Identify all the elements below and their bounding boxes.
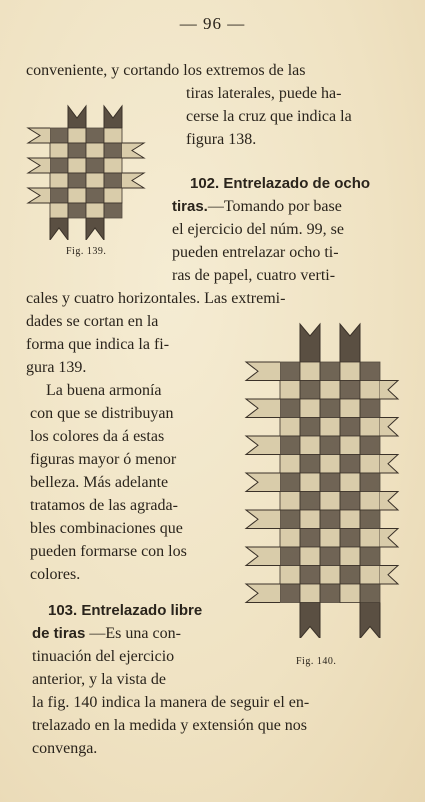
weave-cell	[68, 158, 86, 173]
weave-cell	[280, 381, 300, 400]
weave-cell	[86, 128, 104, 143]
weave-cell	[300, 436, 320, 455]
weave-cell	[360, 399, 380, 418]
weave-cell	[360, 492, 380, 511]
text-line: anterior, y la vista de	[32, 671, 166, 688]
weave-cell	[86, 173, 104, 188]
weave-cell	[320, 566, 340, 585]
weave-cell	[280, 566, 300, 585]
weave-cell	[50, 158, 68, 173]
strip-end	[300, 324, 320, 362]
section-102-heading	[190, 173, 370, 196]
strip-end	[28, 158, 50, 173]
weave-cell	[68, 203, 86, 218]
strip-end	[360, 603, 380, 639]
section-102-text: —Tomando por base	[207, 198, 342, 215]
weave-cell	[68, 173, 86, 188]
strip-end	[380, 566, 398, 585]
weave-cell	[340, 492, 360, 511]
weave-cell	[320, 473, 340, 492]
strip-end	[122, 173, 144, 188]
weave-cell	[68, 188, 86, 203]
weave-cell	[104, 188, 122, 203]
weave-cell	[300, 547, 320, 566]
text-line: trelazado en la medida y extensión que nos	[32, 717, 308, 734]
strip-end	[50, 218, 68, 240]
text-line: bles combinaciones que	[30, 520, 183, 537]
weave-cell	[280, 436, 300, 455]
text-line: cerse la cruz que indica la	[186, 108, 352, 125]
figure-139-caption: Fig. 139.	[66, 246, 107, 257]
section-103-title-cont: de tiras	[32, 625, 86, 642]
weave-cell	[104, 128, 122, 143]
weave-cell	[300, 584, 320, 603]
weave-cell	[300, 455, 320, 474]
strip-end	[380, 455, 398, 474]
weave-cell	[68, 128, 86, 143]
strip-end	[380, 529, 398, 548]
text-line	[32, 623, 181, 646]
weave-cell	[300, 529, 320, 548]
figure-140-weave-illustration	[240, 322, 400, 638]
weave-cell	[320, 547, 340, 566]
text-line: figura 138.	[186, 131, 257, 148]
weave-cell	[340, 418, 360, 437]
weave-cell	[360, 418, 380, 437]
text-line: con que se distribuyan	[30, 405, 174, 422]
strip-end	[122, 143, 144, 158]
weave-cell	[86, 188, 104, 203]
strip-end	[246, 473, 280, 492]
weave-cell	[104, 158, 122, 173]
text-line: pueden entrelazar ocho ti-	[172, 244, 339, 261]
weave-cell	[360, 510, 380, 529]
strip-end	[380, 418, 398, 437]
weave-cell	[360, 547, 380, 566]
text-line: tiras laterales, puede ha-	[186, 85, 342, 102]
weave-cell	[360, 455, 380, 474]
text-line: La buena armonía	[46, 382, 162, 399]
strip-end	[28, 128, 50, 143]
weave-cell	[86, 158, 104, 173]
weave-cell	[340, 547, 360, 566]
weave-cell	[50, 143, 68, 158]
weave-cell	[320, 492, 340, 511]
weave-cell	[300, 566, 320, 585]
weave-cell	[340, 399, 360, 418]
weave-cell	[50, 203, 68, 218]
weave-cell	[280, 584, 300, 603]
weave-cell	[340, 473, 360, 492]
strip-end	[246, 510, 280, 529]
weave-cell	[68, 143, 86, 158]
weave-cell	[280, 473, 300, 492]
weave-cell	[280, 510, 300, 529]
weave-cell	[340, 362, 360, 381]
section-102-title-cont: tiras.	[172, 198, 208, 215]
weave-cell	[280, 455, 300, 474]
weave-cell	[340, 510, 360, 529]
weave-cell	[300, 362, 320, 381]
weave-cell	[320, 418, 340, 437]
weave-cell	[320, 529, 340, 548]
weave-cell	[320, 455, 340, 474]
weave-cell	[300, 381, 320, 400]
weave-cell	[86, 203, 104, 218]
figure-140-caption: Fig. 140.	[296, 656, 337, 667]
weave-cell	[50, 128, 68, 143]
text-line: dades se cortan en la	[26, 313, 159, 330]
text-line: belleza. Más adelante	[30, 474, 169, 491]
weave-cell	[280, 547, 300, 566]
text-line	[172, 196, 342, 219]
weave-cell	[104, 203, 122, 218]
weave-cell	[320, 399, 340, 418]
weave-cell	[320, 584, 340, 603]
strip-end	[380, 381, 398, 400]
strip-end	[104, 106, 122, 128]
text-line: gura 139.	[26, 359, 87, 376]
weave-cell	[280, 362, 300, 381]
text-line: tinuación del ejercicio	[32, 648, 175, 665]
weave-cell	[360, 381, 380, 400]
strip-end	[340, 324, 360, 362]
text-line: tratamos de las agrada-	[30, 497, 178, 514]
text-line: la fig. 140 indica la manera de seguir el en-	[32, 694, 310, 711]
strip-end	[300, 603, 320, 639]
weave-cell	[360, 529, 380, 548]
strip-end	[28, 188, 50, 203]
weave-cell	[340, 455, 360, 474]
text-line: conveniente, y cortando los extremos de las	[26, 62, 306, 79]
section-103-title: 103. Entrelazado libre	[48, 602, 203, 619]
weave-cell	[300, 418, 320, 437]
text-line: cales y cuatro horizontales. Las extremi-	[26, 290, 286, 307]
weave-cell	[360, 566, 380, 585]
strip-end	[246, 362, 280, 381]
text-line: ras de papel, cuatro verti-	[172, 267, 336, 284]
strip-end	[246, 584, 280, 603]
weave-cell	[300, 492, 320, 511]
weave-cell	[340, 436, 360, 455]
strip-end	[246, 547, 280, 566]
section-102-title: 102. Entrelazado de ocho	[190, 175, 371, 192]
weave-cell	[360, 473, 380, 492]
weave-cell	[360, 362, 380, 381]
weave-cell	[300, 473, 320, 492]
strip-end	[86, 218, 104, 240]
weave-cell	[280, 529, 300, 548]
weave-cell	[340, 566, 360, 585]
section-103-text: —Es una con-	[85, 625, 181, 642]
weave-cell	[360, 436, 380, 455]
weave-cell	[360, 584, 380, 603]
weave-cell	[340, 529, 360, 548]
weave-cell	[86, 143, 104, 158]
weave-cell	[50, 173, 68, 188]
figure-139-weave-illustration	[22, 100, 162, 240]
weave-cell	[104, 143, 122, 158]
text-line: pueden formarse con los	[30, 543, 187, 560]
strip-end	[380, 492, 398, 511]
strip-end	[68, 106, 86, 128]
weave-cell	[320, 381, 340, 400]
weave-cell	[280, 492, 300, 511]
text-line: el ejercicio del núm. 99, se	[172, 221, 344, 238]
weave-cell	[104, 173, 122, 188]
text-line: colores.	[30, 566, 81, 583]
weave-cell	[340, 584, 360, 603]
text-line: figuras mayor ó menor	[30, 451, 177, 468]
section-103-heading	[48, 600, 202, 623]
weave-cell	[280, 399, 300, 418]
text-line: convenga.	[32, 740, 98, 757]
strip-end	[246, 436, 280, 455]
weave-cell	[320, 436, 340, 455]
weave-cell	[280, 418, 300, 437]
weave-cell	[320, 362, 340, 381]
weave-cell	[320, 510, 340, 529]
page-number: — 96 —	[179, 14, 246, 33]
weave-cell	[340, 381, 360, 400]
weave-cell	[50, 188, 68, 203]
text-line: forma que indica la fi-	[26, 336, 170, 353]
weave-cell	[300, 399, 320, 418]
strip-end	[246, 399, 280, 418]
weave-cell	[300, 510, 320, 529]
text-line: los colores da á estas	[30, 428, 165, 445]
